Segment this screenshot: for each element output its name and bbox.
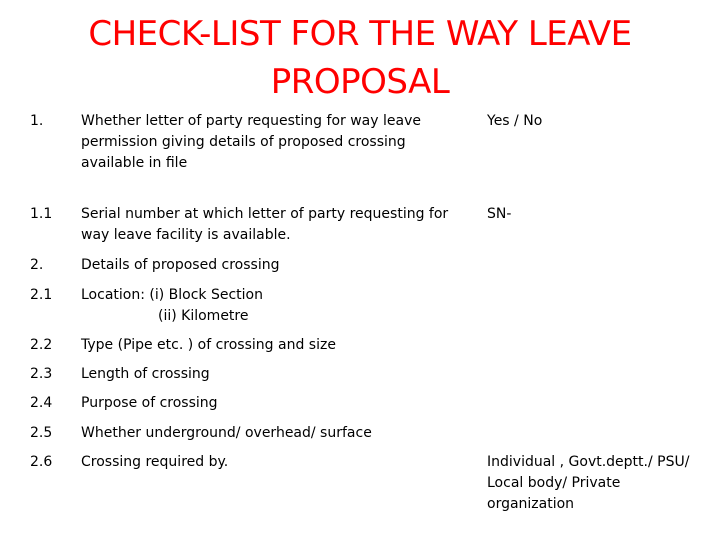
item-number: 2. bbox=[30, 257, 44, 273]
item-answer-line: Local body/ Private bbox=[487, 475, 621, 491]
item-description bbox=[81, 364, 471, 385]
item-answer-line: Individual , Govt.deptt./ PSU/ bbox=[487, 454, 690, 470]
title-line-2: PROPOSAL bbox=[270, 62, 450, 102]
item-description bbox=[81, 393, 471, 414]
item-answer-line: organization bbox=[487, 496, 575, 512]
section-heading bbox=[81, 255, 471, 276]
item-answer-line: SN- bbox=[487, 206, 512, 222]
item-description-line: available in file bbox=[81, 155, 188, 171]
item-answer-line: Yes / No bbox=[487, 113, 543, 129]
item-description-line: way leave facility is available. bbox=[81, 227, 291, 243]
item-number: 2.4 bbox=[30, 395, 53, 411]
item-description bbox=[81, 285, 471, 327]
item-description-line: Serial number at which letter of party requesting for bbox=[81, 206, 449, 222]
title-line-1: CHECK-LIST FOR THE WAY LEAVE bbox=[88, 14, 632, 54]
item-number: 2.3 bbox=[30, 366, 53, 382]
item-answer bbox=[487, 452, 715, 515]
item-description bbox=[81, 204, 471, 246]
item-description bbox=[81, 335, 471, 356]
item-description-line: (ii) Kilometre bbox=[158, 308, 249, 324]
item-number: 2.1 bbox=[30, 287, 53, 303]
item-description-line: Whether underground/ overhead/ surface bbox=[81, 425, 372, 441]
item-description-line: permission giving details of proposed crossing bbox=[81, 134, 406, 150]
item-answer bbox=[487, 204, 715, 225]
item-number: 2.2 bbox=[30, 337, 53, 353]
item-number: 1. bbox=[30, 113, 44, 129]
item-description-line: Type (Pipe etc. ) of crossing and size bbox=[81, 337, 336, 353]
item-answer bbox=[487, 111, 715, 132]
item-number: 2.5 bbox=[30, 425, 53, 441]
item-description-line: Details of proposed crossing bbox=[81, 257, 280, 273]
item-description-line: Length of crossing bbox=[81, 366, 210, 382]
item-description-line: Purpose of crossing bbox=[81, 395, 218, 411]
item-number: 1.1 bbox=[30, 206, 53, 222]
page-title bbox=[0, 10, 720, 106]
item-description bbox=[81, 423, 471, 444]
item-description-line: Location: (i) Block Section bbox=[81, 287, 263, 303]
item-description bbox=[81, 111, 471, 174]
item-number: 2.6 bbox=[30, 454, 53, 470]
item-description-line: Crossing required by. bbox=[81, 454, 229, 470]
item-description-line: Whether letter of party requesting for way leave bbox=[81, 113, 421, 129]
item-description bbox=[81, 452, 471, 473]
